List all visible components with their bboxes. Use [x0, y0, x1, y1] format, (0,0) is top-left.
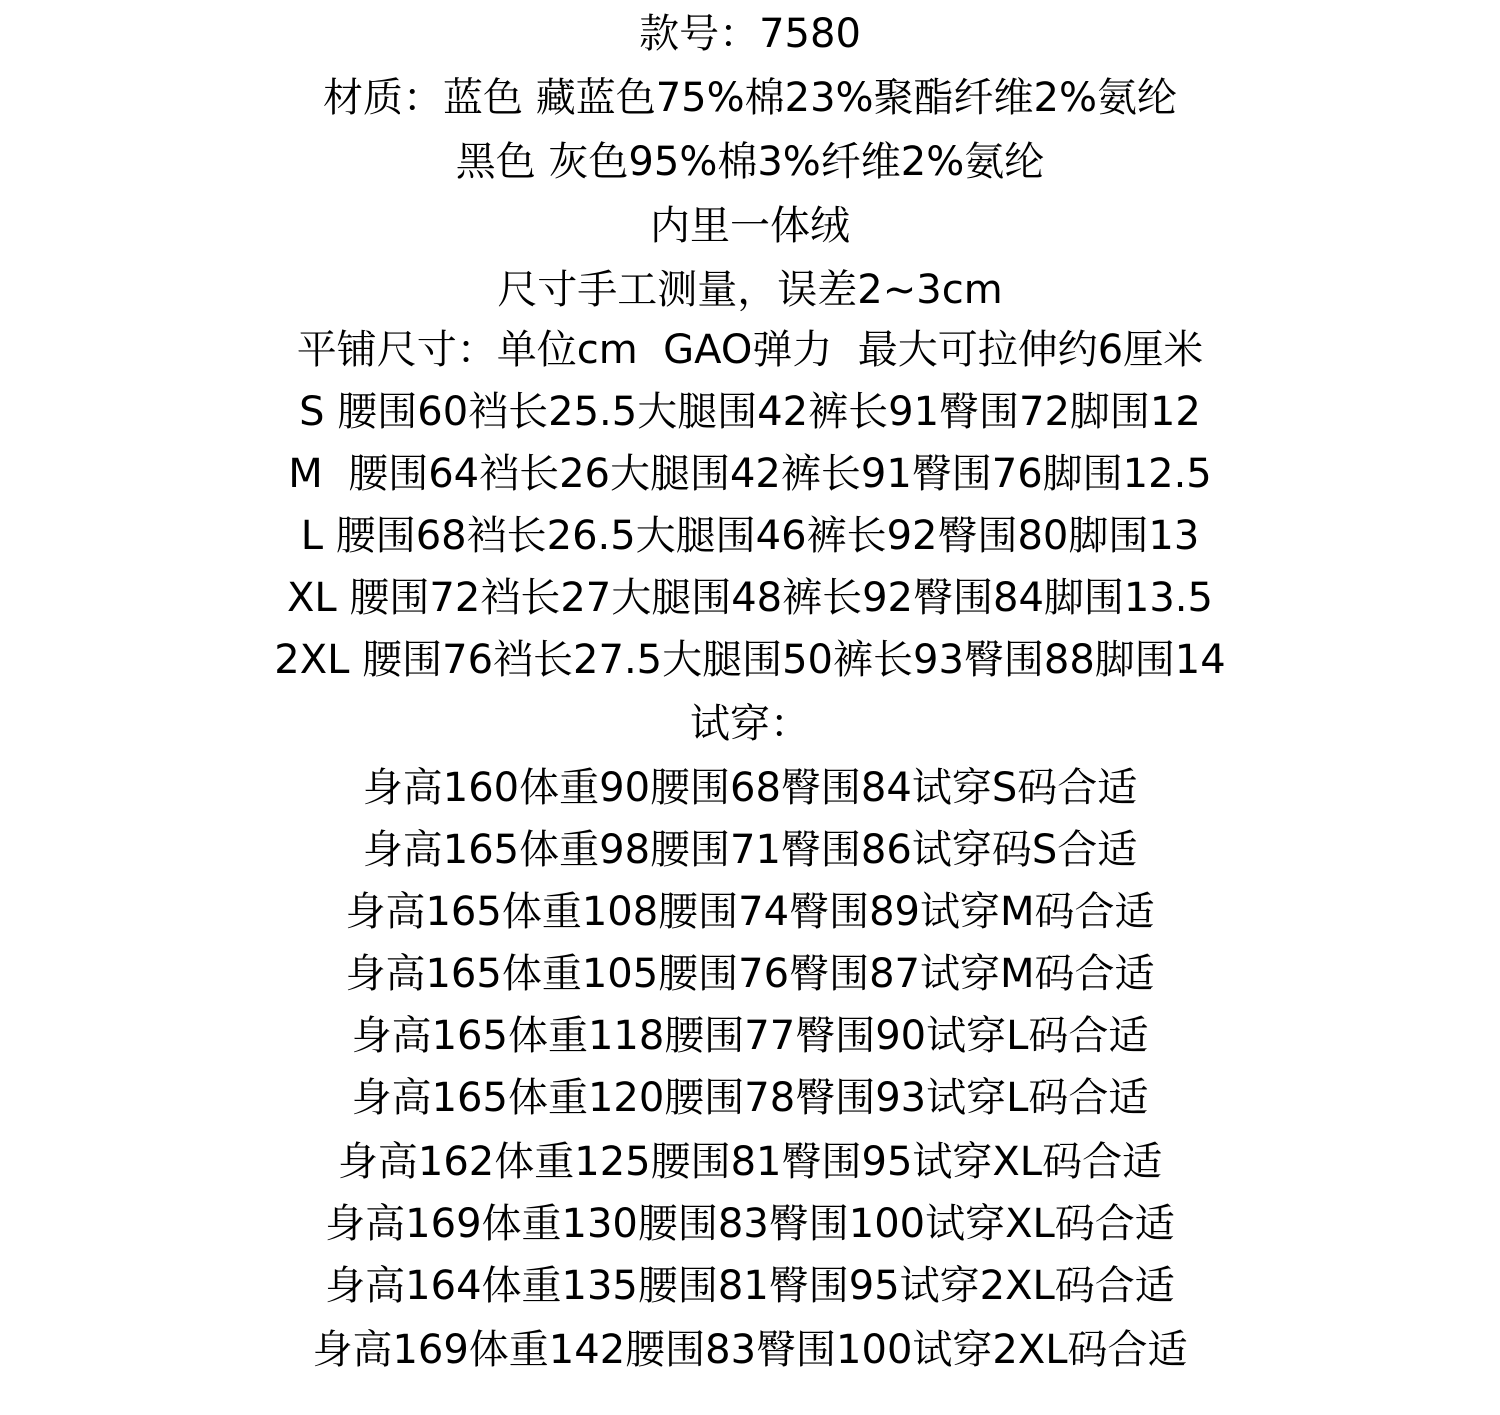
tryon-row: 身高165体重120腰围78臀围93试穿L码合适 [351, 1075, 1149, 1121]
material-line-1: 材质：蓝色 藏蓝色75%棉23%聚酯纤维2%氨纶 [323, 75, 1177, 121]
tryon-row: 身高169体重130腰围83臀围100试穿XL码合适 [325, 1201, 1175, 1247]
flat-size-header: 平铺尺寸：单位cm GAO弹力 最大可拉伸约6厘米 [296, 327, 1204, 373]
tryon-row: 身高165体重98腰围71臀围86试穿码S合适 [362, 827, 1138, 873]
lining-line: 内里一体绒 [650, 203, 850, 249]
tryon-row: 身高160体重90腰围68臀围84试穿S码合适 [362, 765, 1138, 811]
measure-note: 尺寸手工测量，误差2~3cm [497, 267, 1003, 313]
tryon-row: 身高169体重142腰围83臀围100试穿2XL码合适 [312, 1327, 1188, 1373]
size-row-s: S 腰围60裆长25.5大腿围42裤长91臀围72脚围12 [299, 389, 1201, 435]
size-row-m: M 腰围64裆长26大腿围42裤长91臀围76脚围12.5 [288, 451, 1212, 497]
tryon-row: 身高165体重105腰围76臀围87试穿M码合适 [345, 951, 1155, 997]
tryon-row: 身高165体重118腰围77臀围90试穿L码合适 [351, 1013, 1149, 1059]
size-row-l: L 腰围68裆长26.5大腿围46裤长92臀围80脚围13 [300, 513, 1200, 559]
tryon-row: 身高165体重108腰围74臀围89试穿M码合适 [345, 889, 1155, 935]
size-row-2xl: 2XL 腰围76裆长27.5大腿围50裤长93臀围88脚围14 [274, 637, 1226, 683]
style-number: 款号：7580 [639, 11, 861, 57]
size-row-xl: XL 腰围72裆长27大腿围48裤长92臀围84脚围13.5 [287, 575, 1213, 621]
tryon-row: 身高164体重135腰围81臀围95试穿2XL码合适 [325, 1263, 1175, 1309]
tryon-row: 身高162体重125腰围81臀围95试穿XL码合适 [337, 1139, 1163, 1185]
tryon-title: 试穿： [690, 701, 810, 747]
material-line-2: 黑色 灰色95%棉3%纤维2%氨纶 [455, 139, 1045, 185]
